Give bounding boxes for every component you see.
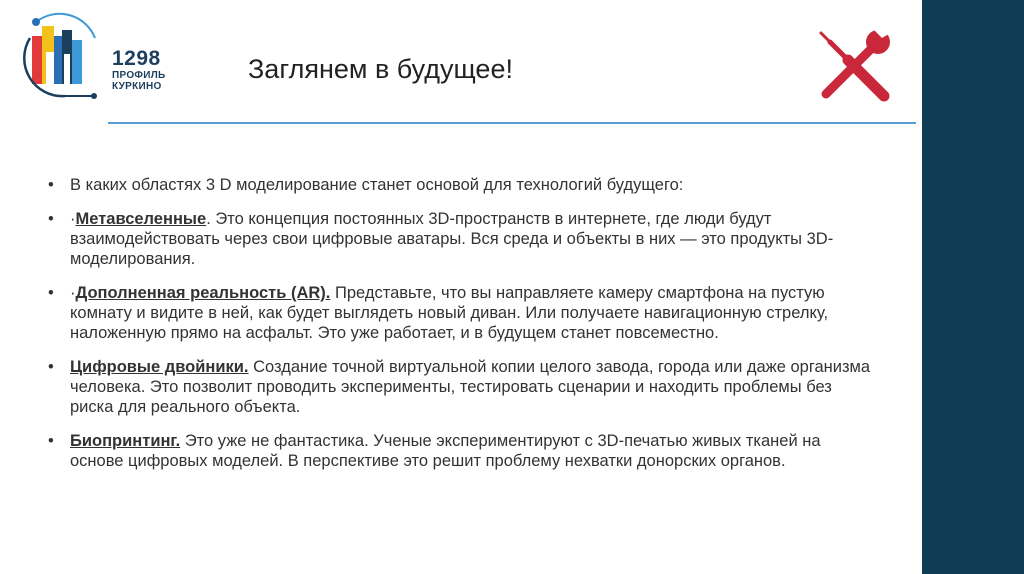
bullet-dot: • bbox=[48, 358, 54, 376]
item-term: Цифровые двойники. bbox=[70, 358, 249, 376]
item-term: Биопринтинг. bbox=[70, 432, 181, 450]
item-text: Представьте, что вы направляете камеру смартфона на пустую комнату и видите в ней, как будет выглядеть новый диван. Или получаете навигационную стрелку, наложенную прямо на асфальт. Это уже работает, и в будущем станет повсеместно. bbox=[70, 284, 829, 342]
wrench-screwdriver-icon bbox=[812, 26, 894, 108]
list-item bbox=[48, 283, 874, 343]
bullet-dot: • bbox=[48, 176, 54, 194]
item-text: Это уже не фантастика. Ученые экспериментируют с 3D-печатью живых тканей на основе цифровых моделей. В перспективе это решит проблему нехватки донорских органов. bbox=[70, 432, 821, 470]
logo-emblem-icon bbox=[10, 8, 110, 108]
list-item bbox=[48, 431, 874, 471]
page-title: Заглянем в будущее! bbox=[248, 54, 513, 84]
list-item bbox=[48, 357, 874, 417]
item-text: . Это концепция постоянных 3D-пространств в интернете, где люди будут взаимодействовать через свои цифровые аватары. Вся среда и объекты в них — это продукты 3D-моделирования. bbox=[70, 210, 834, 268]
bullet-dot: • bbox=[48, 284, 54, 302]
item-text: Создание точной виртуальной копии целого завода, города или даже организма человека. Это позволит проводить эксперименты, тестировать сценарии и находить проблемы без риска для реального объекта. bbox=[70, 358, 871, 416]
right-sidebar-bar bbox=[922, 0, 1024, 574]
logo-number: 1298 bbox=[112, 47, 161, 70]
school-logo bbox=[10, 8, 180, 108]
item-term: Дополненная реальность (AR). bbox=[75, 284, 331, 302]
item-term: Метавселенные bbox=[75, 210, 207, 228]
item-prefix: · bbox=[70, 210, 76, 228]
bullet-dot: • bbox=[48, 432, 54, 450]
item-prefix: · bbox=[70, 284, 76, 302]
intro-text: В каких областях 3 D моделирование станет основой для технологий будущего: bbox=[70, 176, 684, 194]
list-item bbox=[48, 209, 874, 269]
header-divider bbox=[108, 122, 916, 124]
list-item bbox=[48, 175, 874, 195]
logo-text bbox=[112, 48, 166, 92]
bullet-list bbox=[48, 175, 874, 485]
logo-line1: ПРОФИЛЬ bbox=[112, 70, 166, 81]
logo-line2: КУРКИНО bbox=[112, 81, 162, 92]
bullet-dot: • bbox=[48, 210, 54, 228]
